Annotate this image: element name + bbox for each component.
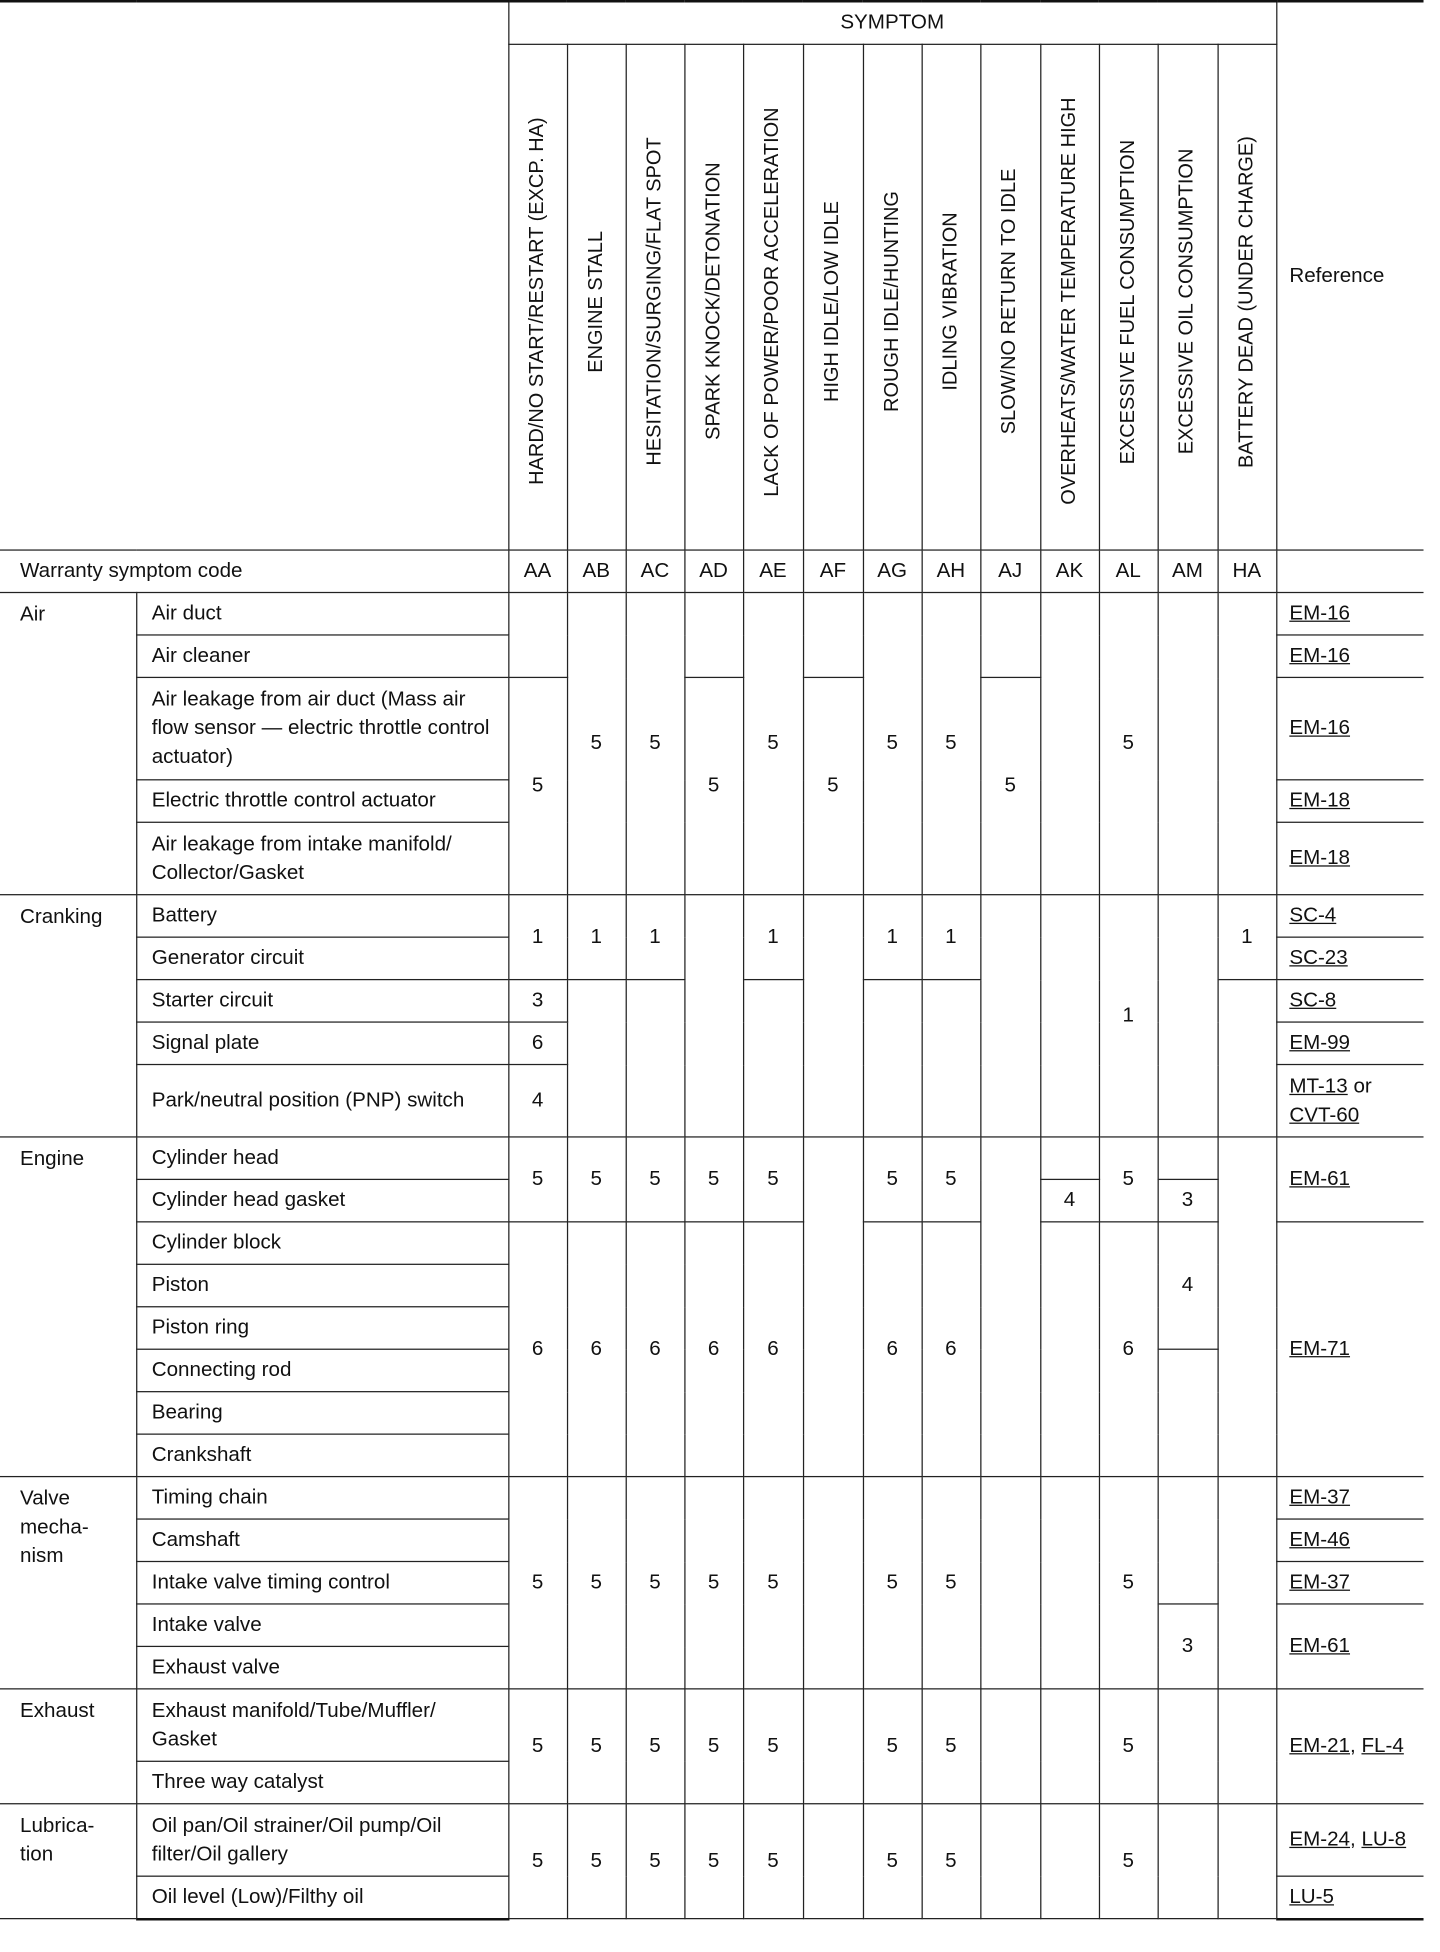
ref-pnp-switch[interactable]: MT-13 or CVT-60 bbox=[1276, 1065, 1423, 1137]
blank-cell bbox=[1217, 593, 1276, 895]
blank-cell bbox=[922, 980, 981, 1137]
item-starter: Starter circuit bbox=[136, 980, 508, 1022]
code-ad: AD bbox=[684, 550, 743, 592]
blank-cell bbox=[1158, 1477, 1218, 1604]
blank-cell bbox=[803, 1477, 863, 1689]
value-cell: 5 bbox=[567, 593, 626, 895]
symptom-col-aa: HARD/NO START/RESTART (EXCP. HA) bbox=[508, 44, 567, 550]
value-cell: 5 bbox=[863, 1137, 922, 1222]
value-cell: 5 bbox=[626, 1477, 685, 1689]
blank-cell bbox=[1040, 1137, 1099, 1179]
blank-cell bbox=[1158, 1137, 1218, 1179]
value-cell: 5 bbox=[1099, 1477, 1158, 1689]
symptom-col-ab: ENGINE STALL bbox=[567, 44, 626, 550]
blank-cell bbox=[1040, 593, 1099, 895]
item-battery: Battery bbox=[136, 895, 508, 937]
code-al: AL bbox=[1099, 550, 1158, 592]
value-cell: 5 bbox=[684, 1477, 743, 1689]
blank-cell bbox=[1158, 593, 1218, 895]
item-exhaust-valve: Exhaust valve bbox=[136, 1646, 508, 1688]
item-three-way-catalyst: Three way catalyst bbox=[136, 1761, 508, 1803]
symptom-col-ad: SPARK KNOCK/DETONATION bbox=[684, 44, 743, 550]
symptom-col-al: EXCESSIVE FUEL CONSUMPTION bbox=[1099, 44, 1158, 550]
value-cell: 1 bbox=[863, 895, 922, 980]
value-cell: 4 bbox=[1158, 1222, 1218, 1349]
value-cell: 6 bbox=[508, 1222, 567, 1477]
item-intake-valve-timing-control: Intake valve timing control bbox=[136, 1561, 508, 1603]
value-cell: 5 bbox=[508, 1804, 567, 1919]
value-cell: 6 bbox=[922, 1222, 981, 1477]
ref-starter[interactable]: SC-8 bbox=[1276, 980, 1423, 1022]
blank-cell bbox=[863, 980, 922, 1137]
blank-cell bbox=[980, 895, 1040, 1137]
blank-cell bbox=[1040, 1222, 1099, 1477]
blank-cell bbox=[567, 980, 626, 1137]
blank-cell bbox=[1217, 1137, 1276, 1477]
symptom-col-ae: LACK OF POWER/POOR ACCELERATION bbox=[743, 44, 803, 550]
value-cell: 5 bbox=[684, 677, 743, 894]
value-cell: 5 bbox=[743, 593, 803, 895]
code-ah: AH bbox=[922, 550, 981, 592]
category-air: Air bbox=[0, 593, 136, 895]
symptom-col-ac: HESITATION/SURGING/FLAT SPOT bbox=[626, 44, 685, 550]
item-cylinder-head-gasket: Cylinder head gasket bbox=[136, 1179, 508, 1221]
value-cell: 5 bbox=[567, 1689, 626, 1804]
value-cell: 5 bbox=[684, 1137, 743, 1222]
code-ak: AK bbox=[1040, 550, 1099, 592]
item-air-leak-duct: Air leakage from air duct (Mass air flow sensor — electric throttle control actuator) bbox=[136, 677, 508, 779]
value-cell: 4 bbox=[508, 1065, 567, 1137]
blank-cell bbox=[1217, 1689, 1276, 1804]
value-cell: 1 bbox=[1099, 895, 1158, 1137]
item-cylinder-head: Cylinder head bbox=[136, 1137, 508, 1179]
item-bearing: Bearing bbox=[136, 1392, 508, 1434]
item-timing-chain: Timing chain bbox=[136, 1477, 508, 1519]
item-etc-actuator: Electric throttle control actuator bbox=[136, 780, 508, 822]
item-crankshaft: Crankshaft bbox=[136, 1434, 508, 1476]
value-cell: 4 bbox=[1040, 1179, 1099, 1221]
item-generator: Generator circuit bbox=[136, 937, 508, 979]
value-cell: 5 bbox=[626, 1137, 685, 1222]
ref-air-duct[interactable]: EM-16 bbox=[1276, 593, 1423, 635]
value-cell: 3 bbox=[1158, 1604, 1218, 1689]
blank-cell bbox=[626, 980, 685, 1137]
blank-cell bbox=[803, 593, 863, 678]
category-lubrication: Lubrica- tion bbox=[0, 1804, 136, 1919]
category-engine: Engine bbox=[0, 1137, 136, 1477]
value-cell: 5 bbox=[1099, 593, 1158, 895]
value-cell: 6 bbox=[508, 1022, 567, 1064]
value-cell: 5 bbox=[922, 1477, 981, 1689]
item-cylinder-block: Cylinder block bbox=[136, 1222, 508, 1264]
code-ref-blank bbox=[1276, 550, 1423, 592]
blank-cell bbox=[1040, 1477, 1099, 1689]
value-cell: 3 bbox=[1158, 1179, 1218, 1221]
item-air-leak-manifold: Air leakage from intake manifold/ Collector/Gasket bbox=[136, 822, 508, 894]
item-piston: Piston bbox=[136, 1264, 508, 1306]
value-cell: 5 bbox=[922, 1689, 981, 1804]
blank-cell bbox=[684, 895, 743, 1137]
blank-cell bbox=[1040, 1689, 1099, 1804]
blank-cell bbox=[803, 895, 863, 1137]
code-ag: AG bbox=[863, 550, 922, 592]
blank-cell bbox=[1040, 895, 1099, 1137]
value-cell: 5 bbox=[626, 1689, 685, 1804]
value-cell: 5 bbox=[684, 1804, 743, 1919]
value-cell: 5 bbox=[863, 1689, 922, 1804]
blank-cell bbox=[980, 1477, 1040, 1689]
value-cell: 5 bbox=[508, 1137, 567, 1222]
ref-etc-actuator[interactable]: EM-18 bbox=[1276, 780, 1423, 822]
value-cell: 5 bbox=[743, 1477, 803, 1689]
ref-signal-plate[interactable]: EM-99 bbox=[1276, 1022, 1423, 1064]
blank-cell bbox=[1158, 895, 1218, 1137]
value-cell: 1 bbox=[626, 895, 685, 980]
symptom-col-ag: ROUGH IDLE/HUNTING bbox=[863, 44, 922, 550]
blank-cell bbox=[1158, 1349, 1218, 1476]
value-cell: 6 bbox=[743, 1222, 803, 1477]
blank-cell bbox=[803, 1689, 863, 1804]
value-cell: 1 bbox=[567, 895, 626, 980]
item-camshaft: Camshaft bbox=[136, 1519, 508, 1561]
item-air-duct: Air duct bbox=[136, 593, 508, 635]
item-pnp-switch: Park/neutral position (PNP) switch bbox=[136, 1065, 508, 1137]
blank-cell bbox=[803, 1804, 863, 1919]
category-cranking: Cranking bbox=[0, 895, 136, 1137]
code-aa: AA bbox=[508, 550, 567, 592]
value-cell: 5 bbox=[508, 677, 567, 894]
item-connecting-rod: Connecting rod bbox=[136, 1349, 508, 1391]
ref-timing-chain[interactable]: EM-37 bbox=[1276, 1477, 1423, 1519]
value-cell: 5 bbox=[508, 1689, 567, 1804]
ref-battery[interactable]: SC-4 bbox=[1276, 895, 1423, 937]
value-cell: 5 bbox=[922, 1137, 981, 1222]
code-ab: AB bbox=[567, 550, 626, 592]
ref-ivtc[interactable]: EM-37 bbox=[1276, 1561, 1423, 1603]
ref-cylinder-block[interactable]: EM-71 bbox=[1276, 1222, 1423, 1477]
value-cell: 5 bbox=[567, 1137, 626, 1222]
value-cell: 5 bbox=[922, 1804, 981, 1919]
symptom-col-am: EXCESSIVE OIL CONSUMPTION bbox=[1158, 44, 1218, 550]
blank-cell bbox=[508, 593, 567, 678]
item-exhaust-manifold: Exhaust manifold/Tube/Muffler/ Gasket bbox=[136, 1689, 508, 1761]
symptom-col-ah: IDLING VIBRATION bbox=[922, 44, 981, 550]
blank-cell bbox=[980, 1137, 1040, 1477]
code-am: AM bbox=[1158, 550, 1218, 592]
ref-exhaust[interactable]: EM-21, FL-4 bbox=[1276, 1689, 1423, 1804]
item-piston-ring: Piston ring bbox=[136, 1307, 508, 1349]
value-cell: 6 bbox=[567, 1222, 626, 1477]
ref-valves[interactable]: EM-61 bbox=[1276, 1604, 1423, 1689]
symptom-header: SYMPTOM bbox=[508, 1, 1276, 44]
value-cell: 3 bbox=[508, 980, 567, 1022]
code-ae: AE bbox=[743, 550, 803, 592]
ref-oil-pan[interactable]: EM-24, LU-8 bbox=[1276, 1804, 1423, 1876]
value-cell: 5 bbox=[626, 1804, 685, 1919]
value-cell: 5 bbox=[567, 1477, 626, 1689]
value-cell: 5 bbox=[980, 677, 1040, 894]
value-cell: 5 bbox=[1099, 1804, 1158, 1919]
value-cell: 6 bbox=[863, 1222, 922, 1477]
value-cell: 5 bbox=[1099, 1137, 1158, 1222]
value-cell: 1 bbox=[508, 895, 567, 980]
value-cell: 1 bbox=[1217, 895, 1276, 980]
value-cell: 6 bbox=[684, 1222, 743, 1477]
symptom-col-af: HIGH IDLE/LOW IDLE bbox=[803, 44, 863, 550]
item-signal-plate: Signal plate bbox=[136, 1022, 508, 1064]
value-cell: 5 bbox=[508, 1477, 567, 1689]
symptom-col-ha: BATTERY DEAD (UNDER CHARGE) bbox=[1217, 44, 1276, 550]
item-air-cleaner: Air cleaner bbox=[136, 635, 508, 677]
blank-cell bbox=[743, 980, 803, 1137]
value-cell: 5 bbox=[863, 593, 922, 895]
ref-air-cleaner[interactable]: EM-16 bbox=[1276, 635, 1423, 677]
value-cell: 5 bbox=[567, 1804, 626, 1919]
code-ha: HA bbox=[1217, 550, 1276, 592]
category-exhaust: Exhaust bbox=[0, 1689, 136, 1804]
warranty-code-label: Warranty symptom code bbox=[0, 550, 508, 592]
ref-air-leak-duct[interactable]: EM-16 bbox=[1276, 677, 1423, 779]
value-cell: 5 bbox=[743, 1137, 803, 1222]
item-intake-valve: Intake valve bbox=[136, 1604, 508, 1646]
value-cell: 1 bbox=[922, 895, 981, 980]
blank-cell bbox=[1158, 1689, 1218, 1804]
value-cell: 5 bbox=[743, 1689, 803, 1804]
blank-cell bbox=[980, 593, 1040, 678]
value-cell: 6 bbox=[626, 1222, 685, 1477]
blank-cell bbox=[1217, 1804, 1276, 1919]
item-oil-pan: Oil pan/Oil strainer/Oil pump/Oil filter/Oil gallery bbox=[136, 1804, 508, 1876]
blank-cell bbox=[1040, 1804, 1099, 1919]
ref-oil-level[interactable]: LU-5 bbox=[1276, 1876, 1423, 1918]
ref-camshaft[interactable]: EM-46 bbox=[1276, 1519, 1423, 1561]
value-cell: 6 bbox=[1099, 1222, 1158, 1477]
blank-cell bbox=[1158, 1804, 1218, 1919]
value-cell: 5 bbox=[863, 1477, 922, 1689]
blank-cell bbox=[1217, 1477, 1276, 1689]
code-af: AF bbox=[803, 550, 863, 592]
category-valve-mechanism: Valve mecha- nism bbox=[0, 1477, 136, 1689]
item-oil-level: Oil level (Low)/Filthy oil bbox=[136, 1876, 508, 1918]
value-cell: 5 bbox=[922, 593, 981, 895]
value-cell: 5 bbox=[803, 677, 863, 894]
reference-header: Reference bbox=[1276, 1, 1423, 550]
value-cell: 5 bbox=[1099, 1689, 1158, 1804]
value-cell: 5 bbox=[684, 1689, 743, 1804]
blank-cell bbox=[980, 1804, 1040, 1919]
header-blank-cell bbox=[0, 1, 508, 550]
value-cell: 5 bbox=[863, 1804, 922, 1919]
blank-cell bbox=[980, 1689, 1040, 1804]
blank-cell bbox=[684, 593, 743, 678]
ref-generator[interactable]: SC-23 bbox=[1276, 937, 1423, 979]
code-aj: AJ bbox=[980, 550, 1040, 592]
ref-cylinder-head[interactable]: EM-61 bbox=[1276, 1137, 1423, 1222]
blank-cell bbox=[803, 1137, 863, 1477]
value-cell: 5 bbox=[626, 593, 685, 895]
blank-cell bbox=[1217, 980, 1276, 1137]
value-cell: 1 bbox=[743, 895, 803, 980]
value-cell: 5 bbox=[743, 1804, 803, 1919]
symptom-col-ak: OVERHEATS/WATER TEMPERATURE HIGH bbox=[1040, 44, 1099, 550]
ref-air-leak-manifold[interactable]: EM-18 bbox=[1276, 822, 1423, 894]
symptom-col-aj: SLOW/NO RETURN TO IDLE bbox=[980, 44, 1040, 550]
code-ac: AC bbox=[626, 550, 685, 592]
